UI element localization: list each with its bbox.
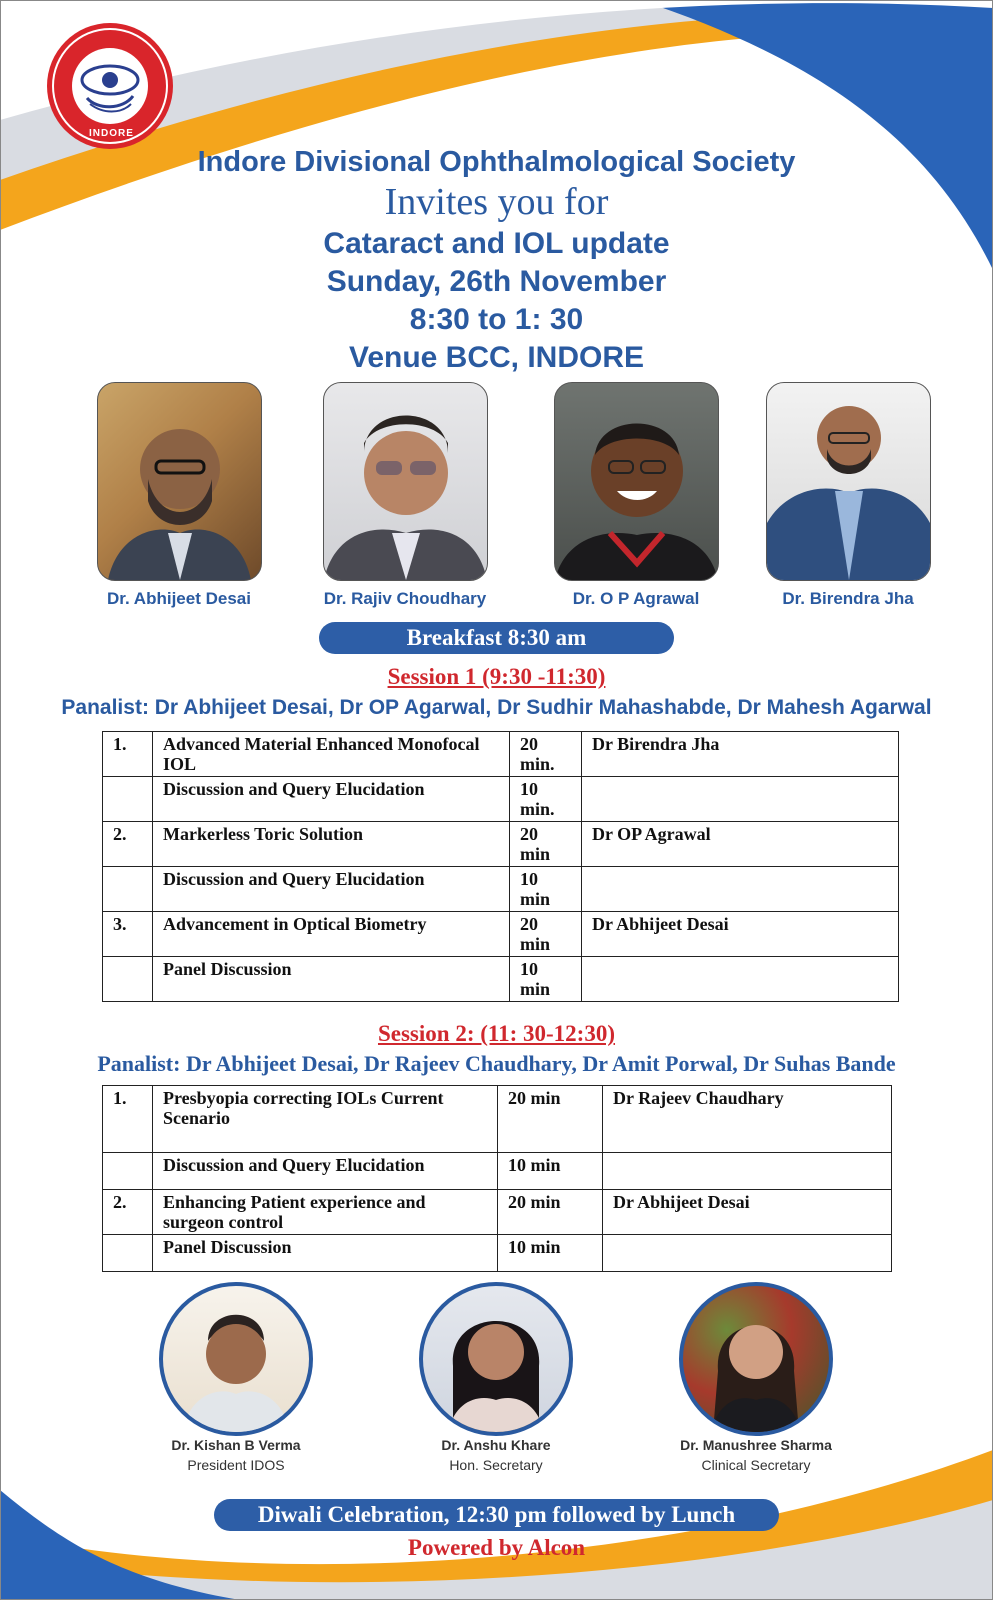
- session-2-title: Session 2: (11: 30-12:30): [377, 1021, 616, 1046]
- session1-cell-speaker: [582, 867, 899, 912]
- session1-cell-time: 20 min.: [510, 732, 582, 777]
- event-date: Sunday, 26th November: [326, 265, 667, 298]
- event-time: 8:30 to 1: 30: [409, 303, 584, 336]
- session1-row: [103, 912, 899, 957]
- session2-row: [103, 1190, 892, 1235]
- session1-cell-speaker: [582, 957, 899, 1002]
- session1-cell-speaker: Dr OP Agrawal: [582, 822, 899, 867]
- official-photo-anshu-khare: [419, 1282, 573, 1436]
- session2-cell-topic: Panel Discussion: [153, 1235, 498, 1272]
- event-venue: Venue BCC, INDORE: [348, 341, 645, 374]
- speaker-name-birendra-jha: Dr. Birendra Jha: [782, 589, 914, 608]
- official-photo-manushree-sharma: [679, 1282, 833, 1436]
- session1-cell-topic: Discussion and Query Elucidation: [153, 777, 510, 822]
- powered-by: Powered by Alcon: [407, 1535, 586, 1560]
- session-2-rows: [103, 1086, 892, 1272]
- session1-cell-no: [103, 777, 153, 822]
- invite-line: Invites you for: [384, 181, 609, 223]
- session1-row: [103, 777, 899, 822]
- session1-cell-speaker: [582, 777, 899, 822]
- session1-row: [103, 732, 899, 777]
- official-role-anshu-khare: Hon. Secretary: [449, 1457, 543, 1473]
- logo-bottom-text: INDORE: [89, 128, 134, 139]
- speaker-photo-rajiv-choudhary: [323, 382, 488, 581]
- speaker-name-abhijeet-desai: Dr. Abhijeet Desai: [107, 589, 251, 608]
- session2-row: [103, 1153, 892, 1190]
- speaker-name-op-agrawal: Dr. O P Agrawal: [572, 589, 700, 608]
- session2-cell-topic: Presbyopia correcting IOLs Current Scenario: [153, 1086, 498, 1153]
- session2-cell-time: 20 min: [498, 1190, 603, 1235]
- speaker-photo-birendra-jha: [766, 382, 931, 581]
- session1-cell-topic: Advanced Material Enhanced Monofocal IOL: [153, 732, 510, 777]
- session2-cell-speaker: [603, 1235, 892, 1272]
- society-logo: [45, 20, 175, 152]
- breakfast-banner: Breakfast 8:30 am: [319, 622, 674, 654]
- session1-cell-no: [103, 867, 153, 912]
- speaker-photo-op-agrawal: [554, 382, 719, 581]
- session1-cell-time: 10 min: [510, 957, 582, 1002]
- session1-cell-time: 20 min: [510, 822, 582, 867]
- session2-cell-no: [103, 1235, 153, 1272]
- session1-cell-topic: Advancement in Optical Biometry: [153, 912, 510, 957]
- session2-cell-speaker: Dr Rajeev Chaudhary: [603, 1086, 892, 1153]
- session1-cell-speaker: Dr Abhijeet Desai: [582, 912, 899, 957]
- session-2-panelists: Panalist: Dr Abhijeet Desai, Dr Rajeev Chaudhary, Dr Amit Porwal, Dr Suhas Bande: [97, 1051, 896, 1076]
- session1-cell-speaker: Dr Birendra Jha: [582, 732, 899, 777]
- session2-row: [103, 1086, 892, 1153]
- closing-banner: Diwali Celebration, 12:30 pm followed by Lunch: [214, 1499, 779, 1531]
- session2-cell-time: 10 min: [498, 1235, 603, 1272]
- session-1-rows: [103, 732, 899, 1002]
- session1-cell-topic: Discussion and Query Elucidation: [153, 867, 510, 912]
- session2-cell-time: 10 min: [498, 1153, 603, 1190]
- event-title: Cataract and IOL update: [323, 227, 670, 260]
- session1-row: [103, 957, 899, 1002]
- session2-cell-topic: Discussion and Query Elucidation: [153, 1153, 498, 1190]
- session2-cell-topic: Enhancing Patient experience and surgeon control: [153, 1190, 498, 1235]
- session2-cell-time: 20 min: [498, 1086, 603, 1153]
- official-name-manushree-sharma: Dr. Manushree Sharma: [680, 1437, 832, 1453]
- session1-cell-time: 10 min: [510, 867, 582, 912]
- official-name-kishan-verma: Dr. Kishan B Verma: [171, 1437, 301, 1453]
- session1-row: [103, 822, 899, 867]
- official-role-kishan-verma: President IDOS: [187, 1457, 285, 1473]
- official-photo-kishan-verma: [159, 1282, 313, 1436]
- official-name-anshu-khare: Dr. Anshu Khare: [441, 1437, 551, 1453]
- session2-cell-no: 2.: [103, 1190, 153, 1235]
- official-role-manushree-sharma: Clinical Secretary: [701, 1457, 811, 1473]
- speaker-name-rajiv-choudhary: Dr. Rajiv Choudhary: [323, 589, 487, 608]
- session2-cell-speaker: Dr Abhijeet Desai: [603, 1190, 892, 1235]
- session2-row: [103, 1235, 892, 1272]
- session1-cell-time: 20 min: [510, 912, 582, 957]
- session2-cell-no: 1.: [103, 1086, 153, 1153]
- session-1-panelists: Panalist: Dr Abhijeet Desai, Dr OP Agarwal, Dr Sudhir Mahashabde, Dr Mahesh Agarwal: [61, 696, 932, 719]
- session2-cell-no: [103, 1153, 153, 1190]
- session1-row: [103, 867, 899, 912]
- society-name: Indore Divisional Ophthalmological Society: [197, 146, 796, 178]
- session1-cell-topic: Panel Discussion: [153, 957, 510, 1002]
- session1-cell-no: 1.: [103, 732, 153, 777]
- session1-cell-no: 3.: [103, 912, 153, 957]
- session1-cell-topic: Markerless Toric Solution: [153, 822, 510, 867]
- session2-cell-speaker: [603, 1153, 892, 1190]
- session-1-table: [102, 731, 899, 1002]
- speaker-photo-abhijeet-desai: [97, 382, 262, 581]
- session-2-table: [102, 1085, 892, 1272]
- session1-cell-no: 2.: [103, 822, 153, 867]
- session1-cell-no: [103, 957, 153, 1002]
- session-1-title: Session 1 (9:30 -11:30): [387, 664, 606, 689]
- session1-cell-time: 10 min.: [510, 777, 582, 822]
